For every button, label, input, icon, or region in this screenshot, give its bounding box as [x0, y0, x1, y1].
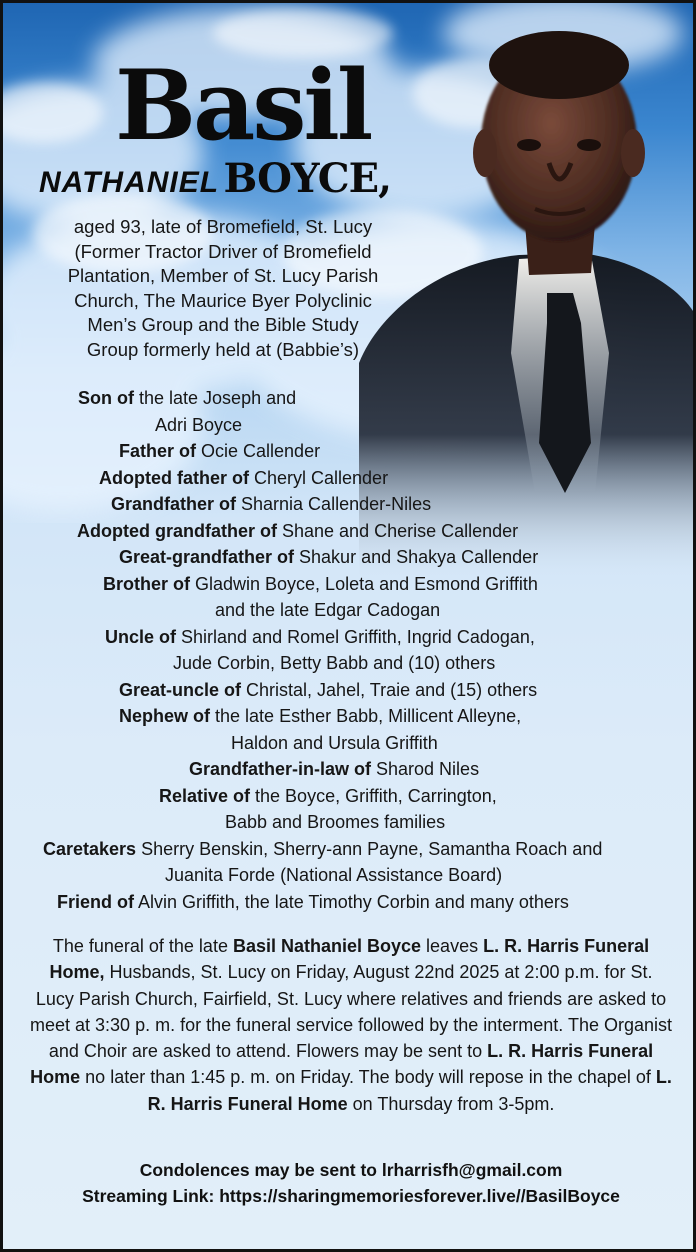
- intro-line: Men’s Group and the Bible Study: [87, 314, 359, 335]
- funeral-home-name: L. R. Harris Funeral Home: [147, 1067, 672, 1114]
- relation-text: Sharod Niles: [371, 759, 480, 779]
- relation-text: and the late Edgar Cadogan: [215, 600, 441, 620]
- relation-label: Great-grandfather of: [119, 547, 295, 567]
- relation-line: [155, 412, 242, 439]
- funeral-home-name: L. R. Harris Funeral Home,: [49, 936, 650, 983]
- relation-line: [57, 889, 569, 916]
- relation-text: Christal, Jahel, Traie and (15) others: [241, 679, 538, 700]
- condolences-email: Condolences may be sent to lrharrisfh@gmail.com: [139, 1160, 563, 1180]
- relation-line: [119, 438, 320, 465]
- relation-text: Jude Corbin, Betty Babb and (10) others: [173, 653, 496, 673]
- relation-line: [119, 677, 537, 704]
- relation-line: [225, 809, 445, 836]
- contact-info: [23, 1157, 679, 1209]
- funeral-text: on Thursday from 3-5pm.: [347, 1093, 555, 1114]
- relation-label: Uncle of: [105, 626, 177, 647]
- relation-line: [165, 862, 502, 889]
- relation-label: Father of: [119, 441, 197, 461]
- relation-text: Sherry Benskin, Sherry-ann Payne, Samantha Roach and: [136, 838, 603, 859]
- relation-line: [99, 465, 388, 492]
- relation-label: Nephew of: [119, 706, 211, 726]
- relation-text: Gladwin Boyce, Loleta and Esmond Griffith: [190, 573, 538, 594]
- relation-line: [231, 730, 438, 757]
- intro-line: Group formerly held at (Babbie’s): [86, 338, 360, 360]
- relation-line: [103, 571, 538, 598]
- deceased-surname: BOYCE,: [223, 155, 392, 202]
- deceased-first-name: Basil: [115, 49, 371, 162]
- relation-text: Shirland and Romel Griffith, Ingrid Cadogan,: [176, 626, 535, 647]
- relation-text: Sharnia Callender-Niles: [236, 494, 432, 514]
- intro-line: Church, The Maurice Byer Polyclinic: [74, 289, 372, 311]
- relation-line: [111, 491, 431, 518]
- funeral-deceased-name: Basil Nathaniel Boyce: [232, 936, 422, 956]
- relation-text: Shane and Cherise Callender: [277, 520, 519, 541]
- relation-label: Caretakers: [43, 838, 137, 859]
- relation-text: Adri Boyce: [155, 414, 243, 435]
- relation-label: Great-uncle of: [119, 679, 242, 700]
- funeral-details: [29, 933, 673, 1117]
- relation-text: the late Joseph and: [134, 388, 297, 408]
- relation-text: Haldon and Ursula Griffith: [231, 732, 438, 753]
- funeral-text: Husbands, St. Lucy on Friday, August 22nd 2025 at 2:00 p.m. for St. Lucy Parish Church, Fairfield, St. Lucy where relatives and friends are asked to meet at 3:30 p. m. for the funeral service followed by the interment. The Organist and Choir are asked to attend. Flowers may be sent to: [30, 962, 672, 1062]
- intro-line: Plantation, Member of St. Lucy Parish: [67, 265, 379, 286]
- relation-label: Son of: [78, 388, 134, 408]
- relation-text: Shakur and Shakya Callender: [294, 547, 539, 567]
- relation-line: [189, 756, 479, 783]
- funeral-text: leaves: [421, 936, 484, 956]
- deceased-middle-name: NATHANIEL: [39, 166, 220, 199]
- deceased-full-name: [39, 155, 391, 202]
- intro-line: (Former Tractor Driver of Bromefield: [74, 240, 372, 262]
- intro-paragraph: [33, 215, 413, 362]
- relation-label: Friend of: [57, 891, 134, 912]
- relation-line: [105, 624, 535, 651]
- relation-label: Grandfather-in-law of: [189, 759, 372, 779]
- relation-label: Brother of: [103, 573, 190, 594]
- relation-label: Relative of: [159, 785, 251, 806]
- relation-line: [215, 597, 440, 624]
- relation-text: Babb and Broomes families: [225, 812, 446, 832]
- relation-line: [78, 385, 296, 412]
- relation-text: the Boyce, Griffith, Carrington,: [250, 785, 497, 806]
- relation-text: Alvin Griffith, the late Timothy Corbin and many others: [134, 891, 569, 912]
- relation-line: [119, 544, 538, 571]
- streaming-link: Streaming Link: https://sharingmemoriesforever.live//BasilBoyce: [82, 1186, 620, 1206]
- relation-text: Ocie Callender: [196, 441, 321, 461]
- relation-line: [43, 836, 602, 863]
- relation-line: [159, 783, 497, 810]
- relation-line: [173, 650, 495, 677]
- relation-label: Grandfather of: [111, 494, 237, 514]
- funeral-text: The funeral of the late: [52, 936, 233, 956]
- relation-label: Adopted father of: [99, 467, 249, 488]
- funeral-text: no later than 1:45 p. m. on Friday. The body will repose in the chapel of: [80, 1067, 656, 1088]
- funeral-home-name: L. R. Harris Funeral Home: [30, 1041, 654, 1088]
- intro-line: aged 93, late of Bromefield, St. Lucy: [73, 216, 373, 237]
- relation-line: [77, 518, 518, 545]
- relation-text: Juanita Forde (National Assistance Board): [165, 865, 503, 885]
- relation-label: Adopted grandfather of: [77, 520, 277, 541]
- relation-line: [119, 703, 521, 730]
- relation-text: the late Esther Babb, Millicent Alleyne,: [210, 706, 522, 726]
- relation-text: Cheryl Callender: [249, 467, 389, 488]
